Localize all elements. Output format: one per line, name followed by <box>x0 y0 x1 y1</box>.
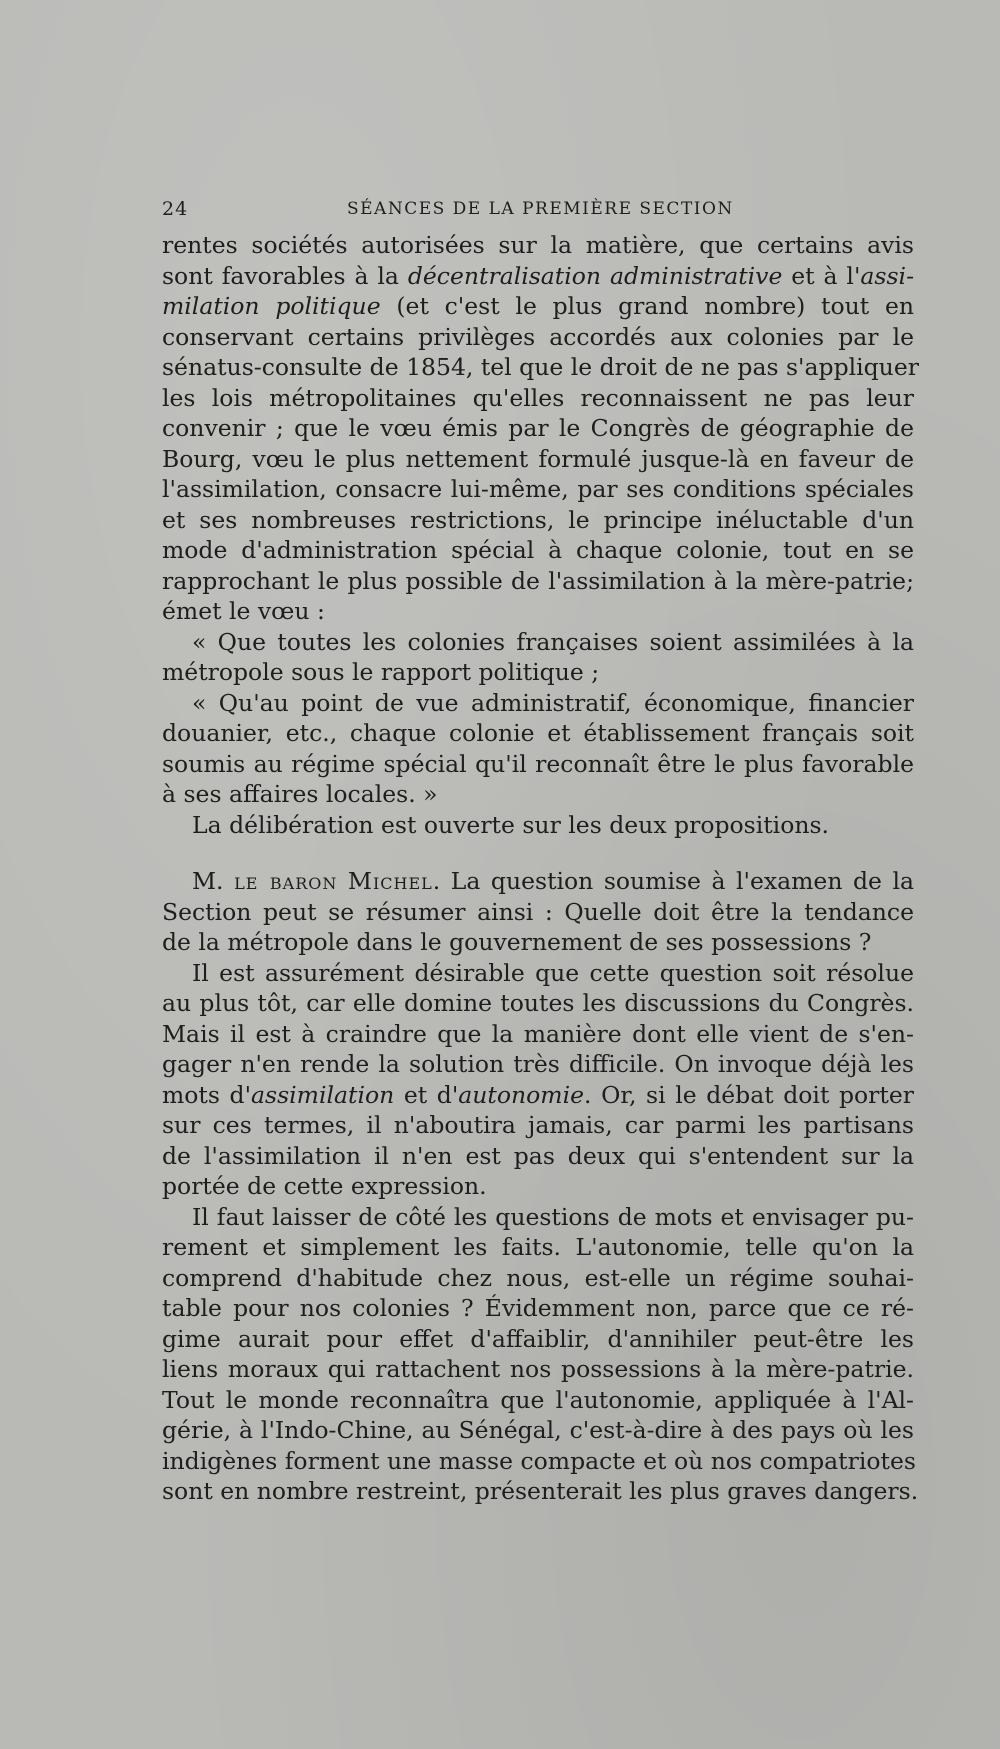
text-line: table pour nos colonies ? Évidemment non, parce que ce ré- <box>162 1294 914 1322</box>
text-line: mots d'assimilation et d'autonomie. Or, si le débat doit porter <box>162 1080 914 1109</box>
text-line: liens moraux qui rattachent nos possessions à la mère-patrie. <box>162 1355 914 1383</box>
page-number: 24 <box>162 198 189 220</box>
text-line: La délibération est ouverte sur les deux propositions. <box>192 810 830 839</box>
text-line: Il est assurément désirable que cette question soit résolue <box>192 958 914 987</box>
text-line: gager n'en rende la solution très difficile. On invoque déjà les <box>162 1050 914 1078</box>
text-line: M. le baron Michel. La question soumise à l'examen de la <box>192 867 914 895</box>
text-line: Section peut se résumer ainsi : Quelle doit être la tendance <box>162 897 914 926</box>
text-line: Tout le monde reconnaîtra que l'autonomie, appliquée à l'Al- <box>162 1385 914 1414</box>
text-line: l'assimilation, consacre lui-même, par ses conditions spéciales <box>162 475 914 503</box>
text-line: sont favorables à la décentralisation administrative et à l'assi- <box>162 261 915 290</box>
section-gap <box>162 840 914 866</box>
text-line: et ses nombreuses restrictions, le principe inéluctable d'un <box>162 505 914 534</box>
text-line: Bourg, vœu le plus nettement formulé jusque-là en faveur de <box>162 444 914 473</box>
text-line: conservant certains privilèges accordés aux colonies par le <box>162 322 914 351</box>
text-line: à ses affaires locales. » <box>162 780 438 808</box>
text-line: métropole sous le rapport politique ; <box>162 658 600 686</box>
text-line: de la métropole dans le gouvernement de ses possessions ? <box>162 928 872 956</box>
text-line: indigènes forment une masse compacte et où nos compatriotes <box>162 1446 916 1475</box>
italic-term: assimilation <box>251 1080 395 1109</box>
paragraph-wish-administrative <box>162 688 914 810</box>
text-line: gérie, à l'Indo-Chine, au Sénégal, c'est-à-dire à des pays où les <box>162 1416 914 1444</box>
italic-term: assi- <box>860 261 915 290</box>
speaker-name: Michel <box>347 867 433 895</box>
speaker-title: le baron <box>234 867 338 895</box>
body-text <box>162 230 919 1507</box>
text-line: soumis au régime spécial qu'il reconnaît être le plus favorable <box>162 749 914 778</box>
italic-term: décentralisation administrative <box>407 261 783 290</box>
paragraph-speech <box>162 866 914 958</box>
text-line: émet le vœu : <box>162 597 325 625</box>
italic-term: autonomie <box>458 1080 585 1109</box>
text-line: de l'assimilation il n'en est pas deux qui s'entendent sur la <box>162 1141 914 1170</box>
text-line: comprend d'habitude chez nous, est-elle un régime souhai- <box>162 1263 914 1292</box>
paragraph-wish-political <box>162 627 914 688</box>
book-page <box>162 198 919 1507</box>
text-line: au plus tôt, car elle domine toutes les discussions du Congrès. <box>162 989 914 1017</box>
paragraph-deliberation <box>162 810 914 841</box>
text-line: Mais il est à craindre que la manière dont elle vient de s'en- <box>162 1019 914 1048</box>
paragraph-assimilation <box>162 958 914 1202</box>
text-line: rentes sociétés autorisées sur la matière, que certains avis <box>162 231 914 259</box>
paragraph-resolution <box>162 230 919 627</box>
text-line: « Qu'au point de vue administratif, économique, financier <box>192 688 914 717</box>
italic-term: milation politique <box>162 292 381 320</box>
text-line: sont en nombre restreint, présenterait les plus graves dangers. <box>162 1477 919 1505</box>
text-line: Il faut laisser de côté les questions de mots et envisager pu- <box>192 1202 914 1231</box>
text-line: douanier, etc., chaque colonie et établissement français soit <box>162 719 914 747</box>
text-line: milation politique (et c'est le plus grand nombre) tout en <box>162 292 915 320</box>
text-line: les lois métropolitaines qu'elles reconnaissent ne pas leur <box>162 383 914 412</box>
text-line: mode d'administration spécial à chaque colonie, tout en se <box>162 536 914 564</box>
running-title: SÉANCES DE LA PREMIÈRE SECTION <box>347 199 734 219</box>
text-line: rapprochant le plus possible de l'assimilation à la mère-patrie; <box>162 566 914 595</box>
text-line: gime aurait pour effet d'affaiblir, d'annihiler peut-être les <box>162 1324 914 1353</box>
text-line: rement et simplement les faits. L'autonomie, telle qu'on la <box>162 1233 914 1261</box>
text-line: « Que toutes les colonies françaises soient assimilées à la <box>192 627 914 656</box>
text-line: convenir ; que le vœu émis par le Congrès de géographie de <box>162 414 914 442</box>
text-line: portée de cette expression. <box>162 1172 487 1200</box>
text-line: sur ces termes, il n'aboutira jamais, car parmi les partisans <box>162 1111 914 1139</box>
text-line: sénatus-consulte de 1854, tel que le droit de ne pas s'appliquer <box>162 353 919 381</box>
running-head <box>162 198 914 224</box>
paragraph-autonomy <box>162 1202 919 1507</box>
speaker-prefix: M. <box>192 867 235 895</box>
